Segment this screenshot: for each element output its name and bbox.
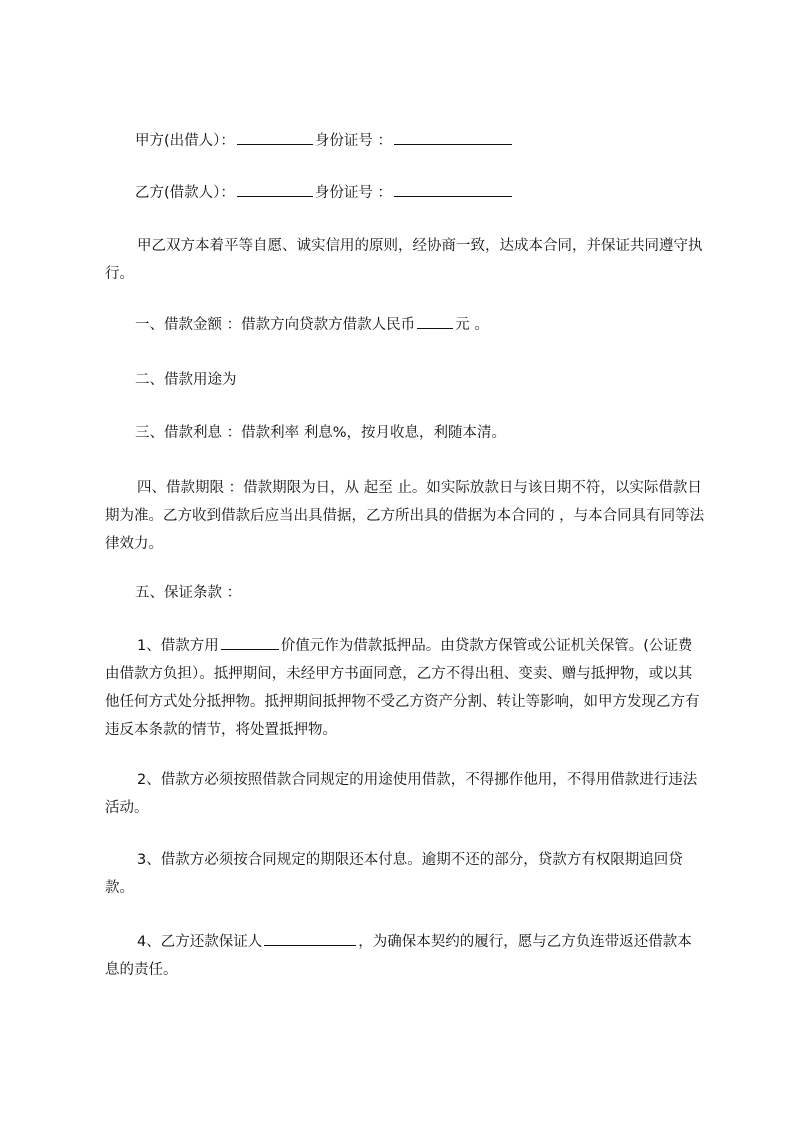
- item-1-body: 价值元作为借款抵押品。由贷款方保管或公证机关保管。(公证费由借款方负担）。抵押期间，未经甲方书面同意，乙方不得出租、变卖、赠与抵押物，或以其他任何方式处分抵押物。抵押期间抵押物不受乙方资产分割、转让等影响，如甲方发现乙方有违反本条款的情节，将处置抵押物。: [105, 638, 700, 738]
- party-b-name-blank[interactable]: [237, 180, 313, 197]
- preamble-paragraph: 甲乙双方本着平等自愿、诚实信用的原则，经协商一致，达成本合同，并保证共同遵守执行。: [105, 238, 703, 282]
- party-b-label: 乙方(借款人）：: [135, 185, 235, 201]
- party-b-id-blank[interactable]: [394, 180, 512, 197]
- guarantee-item-4: [105, 928, 705, 984]
- party-a-name-blank[interactable]: [237, 128, 313, 145]
- item-4-body: ，为确保本契约的履行，愿与乙方负连带返还借款本息的责任。: [105, 934, 692, 978]
- item-1-lead: 1、借款方用: [137, 638, 219, 654]
- clause-3-interest: 三、借款利息 ：借款利率 利息%，按月收息，利随本清。: [135, 425, 506, 441]
- amount-blank[interactable]: [417, 312, 453, 329]
- clause-1-amount: [105, 312, 735, 339]
- clause-1-unit: 元 。: [455, 317, 489, 333]
- clause-1-text: 一、借款金额 ：借款方向贷款方借款人民币: [135, 317, 416, 333]
- guarantee-item-2: 2、借款方必须按照借款合同规定的用途使用借款，不得挪作他用，不得用借款进行违法活动。: [105, 772, 698, 816]
- party-a-id-label: 身份证号 ：: [314, 133, 393, 149]
- party-a-id-blank[interactable]: [394, 128, 512, 145]
- clause-2-purpose: 二、借款用途为: [135, 372, 237, 388]
- clause-5-guarantee: 五、保证条款 ：: [135, 585, 242, 601]
- guarantor-blank[interactable]: [264, 929, 356, 946]
- collateral-blank[interactable]: [221, 633, 279, 650]
- guarantee-item-1: [105, 632, 705, 744]
- party-b-line: [105, 180, 735, 207]
- party-a-label: 甲方(出借人）：: [135, 133, 235, 149]
- clause-4-term: 四、借款期限 ：借款期限为日，从 起至 止。如实际放款日与该日期不符，以实际借款日期为准。乙方收到借款后应当出具借据，乙方所出具的借据为本合同的 ，与本合同具有同等法律效力。: [105, 480, 705, 552]
- guarantee-item-3: 3、借款方必须按合同规定的期限还本付息。逾期不还的部分，贷款方有权限期追回贷款。: [105, 852, 683, 896]
- party-b-id-label: 身份证号 ：: [314, 185, 393, 201]
- party-a-line: [105, 128, 735, 155]
- item-4-lead: 4、乙方还款保证人: [137, 934, 263, 950]
